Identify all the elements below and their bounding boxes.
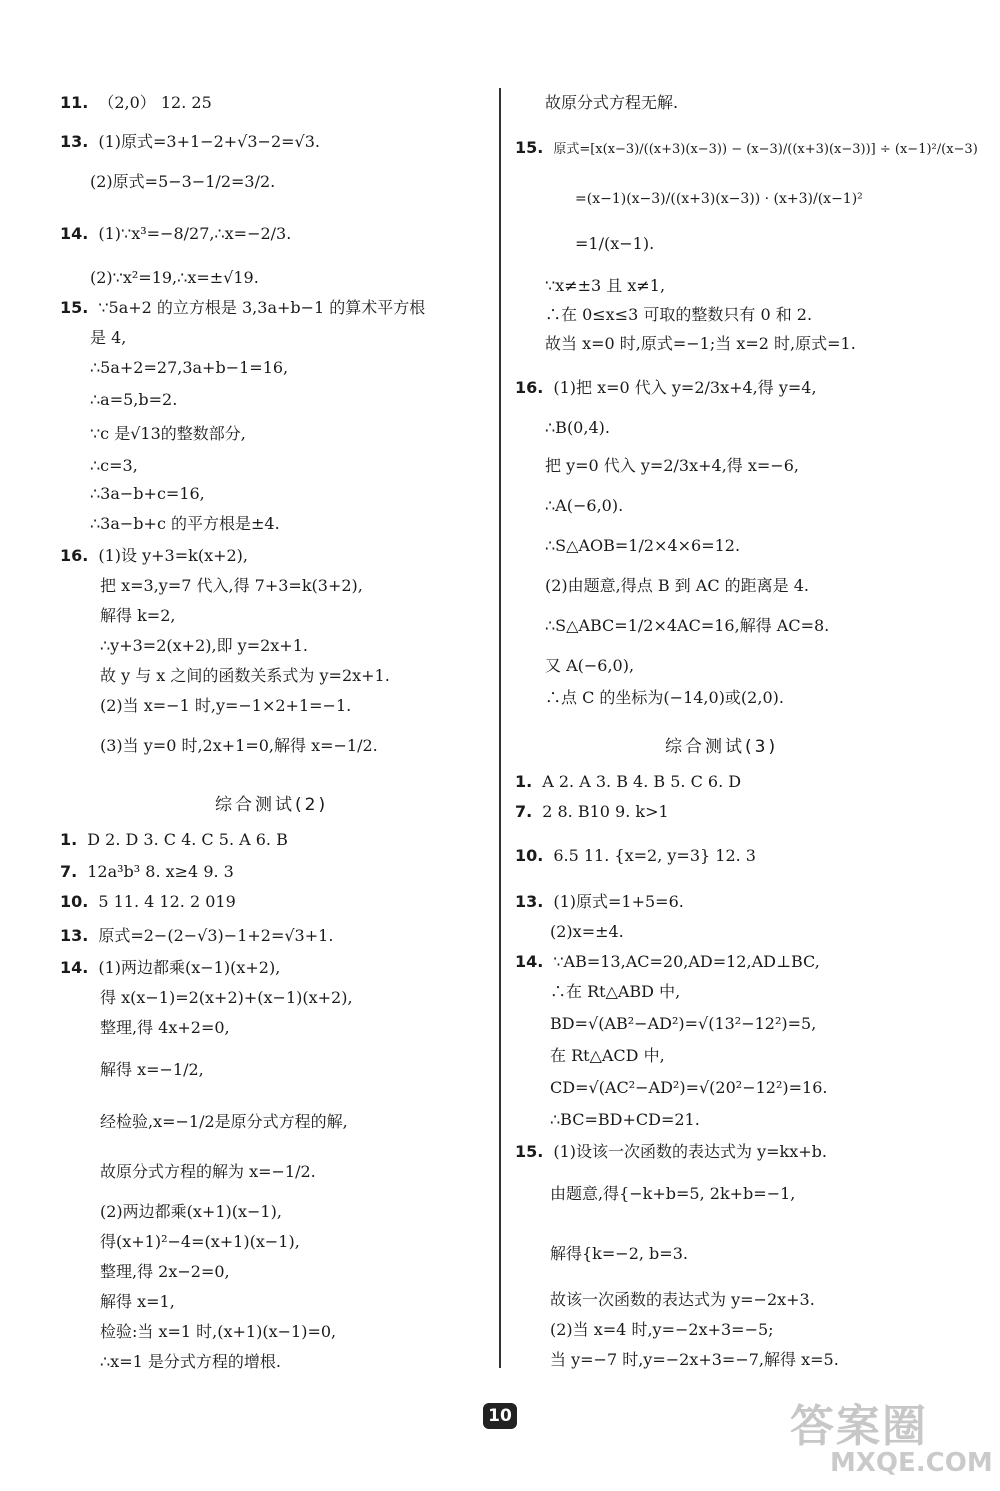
answer-line bbox=[550, 1014, 816, 1034]
answer-line bbox=[515, 378, 817, 398]
answer-text: 2 8. B10 9. k>1 bbox=[542, 802, 669, 821]
answer-text: ∴在 0≤x≤3 可取的整数只有 0 和 2. bbox=[545, 305, 813, 324]
answer-line bbox=[515, 846, 756, 866]
answer-line bbox=[60, 862, 234, 882]
question-number: 13. bbox=[515, 892, 544, 911]
answer-text: 原式=[x(x−3)/((x+3)(x−3)) − (x−3)/((x+3)(x−3))] ÷ (x−1)²/(x−3) bbox=[553, 142, 978, 157]
answer-text: 又 A(−6,0), bbox=[545, 656, 635, 675]
answer-line bbox=[60, 546, 248, 566]
answer-text: 故原分式方程无解. bbox=[545, 93, 679, 112]
answer-text: ∴在 Rt△ABD 中, bbox=[550, 982, 681, 1001]
answer-line bbox=[90, 456, 138, 476]
question-number: 15. bbox=[60, 298, 89, 317]
answer-line bbox=[100, 1262, 230, 1282]
watermark-logo bbox=[790, 1390, 993, 1485]
answer-text: ∴BC=BD+CD=21. bbox=[550, 1110, 700, 1129]
answer-line bbox=[100, 576, 363, 596]
answer-line bbox=[100, 666, 390, 686]
answer-line bbox=[575, 234, 654, 254]
answer-text: ∵c 是√13的整数部分, bbox=[90, 424, 246, 443]
question-number: 15. bbox=[515, 1142, 544, 1161]
column-divider bbox=[499, 88, 501, 1368]
answer-text: CD=√(AC²−AD²)=√(20²−12²)=16. bbox=[550, 1078, 828, 1097]
answer-text: （2,0） 12. 25 bbox=[98, 93, 212, 112]
answer-text: 12a³b³ 8. x≥4 9. 3 bbox=[87, 862, 234, 881]
section-title: 综合测试(2) bbox=[215, 795, 329, 815]
question-number: 14. bbox=[515, 952, 544, 971]
answer-line bbox=[545, 616, 829, 636]
answer-text: 解得 k=2, bbox=[100, 606, 176, 625]
answer-line bbox=[60, 958, 280, 978]
answer-line bbox=[575, 188, 863, 209]
answer-line bbox=[100, 1162, 316, 1182]
answer-line bbox=[545, 496, 623, 516]
question-number: 13. bbox=[60, 132, 89, 151]
answer-line bbox=[60, 132, 320, 152]
answer-text: (1)两边都乘(x−1)(x+2), bbox=[98, 958, 281, 977]
question-number: 7. bbox=[515, 802, 533, 821]
answer-text: 故当 x=0 时,原式=−1;当 x=2 时,原式=1. bbox=[545, 334, 856, 353]
question-number: 13. bbox=[60, 926, 89, 945]
answer-text: =(x−1)(x−3)/((x+3)(x−3)) · (x+3)/(x−1)² bbox=[575, 191, 863, 207]
answer-line bbox=[545, 418, 610, 438]
answer-text: 把 y=0 代入 y=2/3x+4,得 x=−6, bbox=[545, 456, 799, 475]
answer-line bbox=[100, 1060, 204, 1080]
answer-line bbox=[90, 514, 280, 534]
answer-line bbox=[100, 1322, 336, 1342]
question-number: 16. bbox=[60, 546, 89, 565]
question-number: 11. bbox=[60, 93, 89, 112]
answer-text: ∵AB=13,AC=20,AD=12,AD⊥BC, bbox=[553, 952, 820, 971]
answer-text: 经检验,x=−1/2是原分式方程的解, bbox=[100, 1112, 348, 1131]
answer-line bbox=[100, 736, 378, 756]
answer-text: (2)当 x=4 时,y=−2x+3=−5; bbox=[550, 1320, 774, 1339]
answer-line bbox=[90, 484, 205, 504]
question-number: 1. bbox=[515, 772, 533, 791]
answer-line bbox=[550, 1350, 839, 1370]
answer-line bbox=[60, 830, 288, 850]
answer-text: (1)∵x³=−8/27,∴x=−2/3. bbox=[98, 224, 292, 243]
answer-line bbox=[545, 576, 809, 596]
answer-text: ∴S△AOB=1/2×4×6=12. bbox=[545, 536, 741, 555]
question-number: 10. bbox=[515, 846, 544, 865]
answer-line bbox=[550, 1078, 827, 1098]
answer-text: (2)∵x²=19,∴x=±√19. bbox=[90, 268, 259, 287]
answer-line bbox=[60, 926, 333, 946]
answer-text: D 2. D 3. C 4. C 5. A 6. B bbox=[87, 830, 288, 849]
answer-text: ∴3a−b+c=16, bbox=[90, 484, 205, 503]
answer-line bbox=[550, 1110, 700, 1130]
answer-text: 故 y 与 x 之间的函数关系式为 y=2x+1. bbox=[100, 666, 390, 685]
answer-text: ∵x≠±3 且 x≠1, bbox=[545, 276, 666, 295]
answer-text: (2)两边都乘(x+1)(x−1), bbox=[100, 1202, 282, 1221]
answer-line bbox=[545, 93, 678, 113]
answer-text: ∵5a+2 的立方根是 3,3a+b−1 的算术平方根 bbox=[98, 298, 426, 317]
answer-text: 5 11. 4 12. 2 019 bbox=[98, 892, 236, 911]
answer-text: (2)原式=5−3−1/2=3/2. bbox=[90, 172, 276, 191]
answer-text: 得(x+1)²−4=(x+1)(x−1), bbox=[100, 1232, 300, 1251]
answer-line bbox=[100, 696, 351, 716]
answer-line bbox=[515, 772, 741, 792]
answer-text: ∴c=3, bbox=[90, 456, 138, 475]
answer-line bbox=[100, 1112, 348, 1132]
question-number: 14. bbox=[60, 224, 89, 243]
answer-text: ∴S△ABC=1/2×4AC=16,解得 AC=8. bbox=[545, 616, 830, 635]
answer-text: (3)当 y=0 时,2x+1=0,解得 x=−1/2. bbox=[100, 736, 378, 755]
answer-line bbox=[90, 358, 288, 378]
answer-line bbox=[550, 982, 680, 1002]
answer-text: 解得 x=1, bbox=[100, 1292, 175, 1311]
answer-line bbox=[60, 298, 425, 318]
answer-text: 解得{k=−2, b=3. bbox=[550, 1244, 688, 1263]
answer-line bbox=[515, 952, 820, 972]
answer-text: (1)原式=3+1−2+√3−2=√3. bbox=[98, 132, 321, 151]
question-number: 16. bbox=[515, 378, 544, 397]
question-number: 1. bbox=[60, 830, 78, 849]
answer-line bbox=[550, 1184, 795, 1204]
answer-text: 把 x=3,y=7 代入,得 7+3=k(3+2), bbox=[100, 576, 363, 595]
answer-line bbox=[550, 1046, 665, 1066]
answer-text: 由题意,得{−k+b=5, 2k+b=−1, bbox=[550, 1184, 796, 1203]
answer-line bbox=[545, 688, 784, 708]
answer-text: (1)把 x=0 代入 y=2/3x+4,得 y=4, bbox=[553, 378, 817, 397]
answer-line bbox=[100, 1292, 175, 1312]
answer-text: 是 4, bbox=[90, 328, 127, 347]
answer-text: 故该一次函数的表达式为 y=−2x+3. bbox=[550, 1290, 815, 1309]
answer-line bbox=[60, 224, 291, 244]
answer-text: ∴x=1 是分式方程的增根. bbox=[100, 1352, 281, 1371]
answer-text: ∴A(−6,0). bbox=[545, 496, 624, 515]
answer-line bbox=[90, 328, 126, 348]
answer-text: ∴B(0,4). bbox=[545, 418, 610, 437]
answer-text: 在 Rt△ACD 中, bbox=[550, 1046, 665, 1065]
answer-text: (1)设该一次函数的表达式为 y=kx+b. bbox=[553, 1142, 827, 1161]
answer-text: 检验:当 x=1 时,(x+1)(x−1)=0, bbox=[100, 1322, 337, 1341]
answer-line bbox=[90, 424, 246, 444]
answer-text: ∴y+3=2(x+2),即 y=2x+1. bbox=[100, 636, 308, 655]
answer-text: 整理,得 2x−2=0, bbox=[100, 1262, 230, 1281]
answer-line bbox=[515, 892, 684, 912]
answer-line bbox=[545, 456, 799, 476]
answer-line bbox=[90, 172, 275, 192]
answer-text: ∴5a+2=27,3a+b−1=16, bbox=[90, 358, 289, 377]
answer-line bbox=[515, 138, 978, 160]
watermark-url: MXQE.COM bbox=[830, 1448, 993, 1478]
answer-text: ∴3a−b+c 的平方根是±4. bbox=[90, 514, 280, 533]
answer-text: =1/(x−1). bbox=[575, 234, 655, 253]
answer-line bbox=[550, 1244, 688, 1264]
answer-line bbox=[515, 802, 669, 822]
answer-line bbox=[550, 1320, 774, 1340]
answer-line bbox=[545, 334, 856, 354]
answer-text: 6.5 11. {x=2, y=3} 12. 3 bbox=[553, 846, 756, 865]
page-number: 10 bbox=[483, 1403, 517, 1429]
answer-text: (2)x=±4. bbox=[550, 922, 624, 941]
answer-text: (1)设 y+3=k(x+2), bbox=[98, 546, 249, 565]
answer-text: ∴点 C 的坐标为(−14,0)或(2,0). bbox=[545, 688, 784, 707]
answer-line bbox=[100, 636, 308, 656]
answer-line bbox=[60, 892, 236, 912]
answer-text: 得 x(x−1)=2(x+2)+(x−1)(x+2), bbox=[100, 988, 353, 1007]
answer-line bbox=[550, 922, 624, 942]
question-number: 10. bbox=[60, 892, 89, 911]
section-title: 综合测试(3) bbox=[665, 737, 779, 757]
answer-line bbox=[100, 988, 353, 1008]
answer-line bbox=[90, 390, 177, 410]
answer-line bbox=[100, 1202, 282, 1222]
answer-text: A 2. A 3. B 4. B 5. C 6. D bbox=[542, 772, 742, 791]
question-number: 15. bbox=[515, 138, 544, 157]
answer-line bbox=[545, 536, 740, 556]
answer-line bbox=[60, 93, 212, 113]
question-number: 14. bbox=[60, 958, 89, 977]
answer-text: (2)当 x=−1 时,y=−1×2+1=−1. bbox=[100, 696, 352, 715]
question-number: 7. bbox=[60, 862, 78, 881]
answer-text: BD=√(AB²−AD²)=√(13²−12²)=5, bbox=[550, 1014, 817, 1033]
watermark-title: 答案圈 bbox=[790, 1401, 928, 1452]
answer-line bbox=[100, 606, 175, 626]
answer-text: (2)由题意,得点 B 到 AC 的距离是 4. bbox=[545, 576, 810, 595]
answer-text: (1)原式=1+5=6. bbox=[553, 892, 684, 911]
answer-text: 原式=2−(2−√3)−1+2=√3+1. bbox=[98, 926, 334, 945]
answer-line bbox=[545, 656, 634, 676]
answer-line bbox=[545, 276, 665, 296]
answer-line bbox=[515, 1142, 827, 1162]
answer-line bbox=[100, 1018, 230, 1038]
answer-text: 解得 x=−1/2, bbox=[100, 1060, 204, 1079]
answer-text: 整理,得 4x+2=0, bbox=[100, 1018, 230, 1037]
answer-text: 故原分式方程的解为 x=−1/2. bbox=[100, 1162, 316, 1181]
answer-line bbox=[550, 1290, 815, 1310]
answer-line bbox=[100, 1232, 300, 1252]
answer-line bbox=[100, 1352, 281, 1372]
answer-line bbox=[90, 268, 259, 288]
answer-text: ∴a=5,b=2. bbox=[90, 390, 178, 409]
answer-line bbox=[545, 305, 812, 325]
answer-text: 当 y=−7 时,y=−2x+3=−7,解得 x=5. bbox=[550, 1350, 839, 1369]
